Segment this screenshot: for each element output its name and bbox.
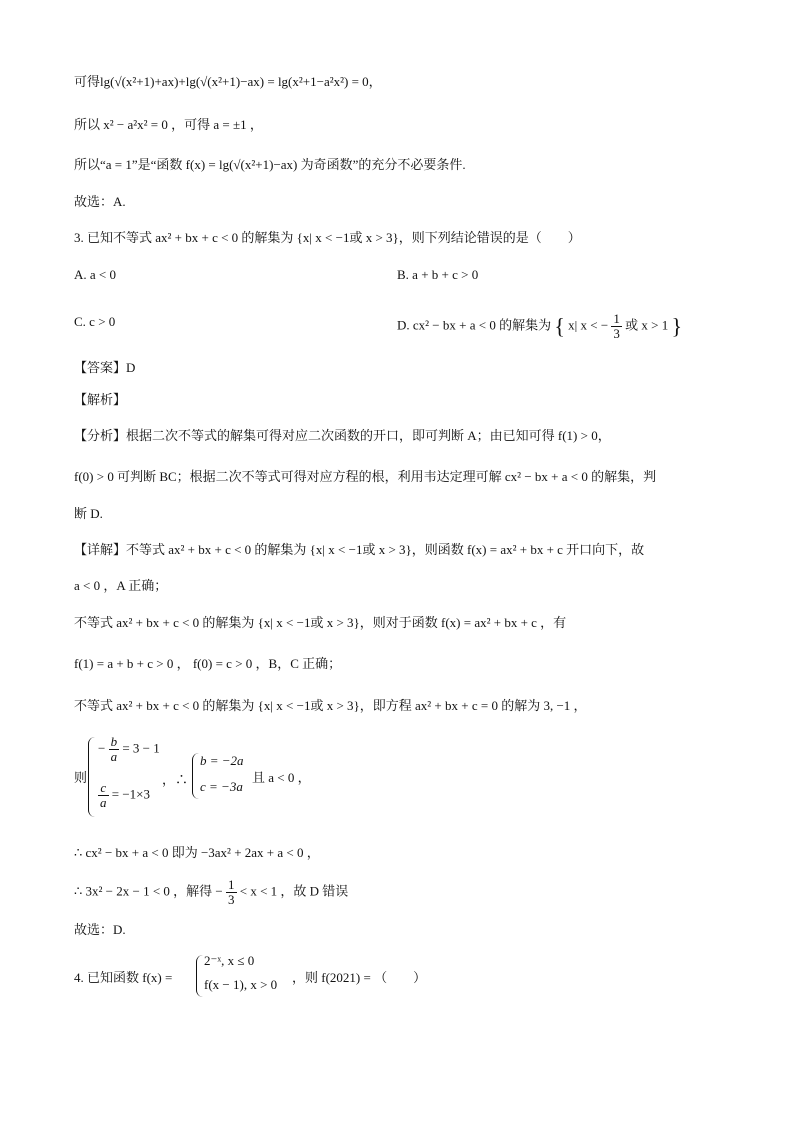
detail-line-5: 不等式 ax² + bx + c < 0 的解集为 {x| x < −1或 x > 3}，即方程 ax² + bx + c = 0 的解为 3, −1 ， <box>74 698 587 713</box>
option-a: A. a < 0 <box>74 267 116 282</box>
brace-left-2 <box>192 753 199 799</box>
system-1-top: − $\frac{b}{a}$ = 3 − 1 <box>98 734 160 764</box>
option-d-frac-den: 3 <box>613 326 620 341</box>
system-1-bottom: $\frac{c}{a}$ = −1×3 <box>100 780 150 810</box>
choice-line-a: 故选：A. <box>74 194 126 209</box>
system-2-top: b = −2a <box>200 753 244 768</box>
choice-line-d: 故选：D. <box>74 922 126 937</box>
therefore-symbol: ，∴ <box>162 772 189 787</box>
answer-label: 【答案】D <box>74 360 136 375</box>
detail-line-4: f(1) = a + b + c > 0 ， f(0) = c > 0 ，B，C 正确； <box>74 656 342 671</box>
piecewise-case-2: f(x − 1), x > 0 <box>204 977 278 992</box>
brace-left-1 <box>88 737 95 817</box>
equation-system-block <box>74 735 474 820</box>
analysis-line-3: 断 D. <box>74 506 103 521</box>
derivation-line-1: 可得lg(√(x²+1)+ax)+lg(√(x²+1)−ax) = lg(x²+1−a²x²) = 0， <box>74 74 382 89</box>
option-d-frac-num: 1 <box>613 311 620 326</box>
option-d-prefix: D. cx² − bx + a < 0 的解集为 <box>397 317 552 333</box>
and-condition: 且 a < 0 ， <box>252 770 311 785</box>
option-c: C. c > 0 <box>74 314 116 329</box>
piecewise-brace <box>196 955 203 997</box>
derivation-line-3: 所以“a = 1”是“函数 f(x) = lg(√(x²+1)−ax) 为奇函数”的充分不必要条件. <box>74 157 466 172</box>
option-d-set-pre: x| x < − <box>568 317 609 333</box>
detail-line-2: a < 0 ，A 正确； <box>74 578 168 593</box>
conclusion-line-1: ∴ cx² − bx + a < 0 即为 −3ax² + 2ax + a < 0 ， <box>74 845 320 860</box>
piecewise-case-1: 2⁻ˣ, x ≤ 0 <box>204 953 255 968</box>
system-2-bottom: c = −3a <box>200 779 243 794</box>
detail-line-1: 【详解】不等式 ax² + bx + c < 0 的解集为 {x| x < −1或 x > 3}，则函数 f(x) = ax² + bx + c 开口向下，故 <box>74 542 645 557</box>
question-4-suffix: ，则 f(2021) = （ ） <box>292 970 427 985</box>
option-d: D. cx² − bx + a < 0 的解集为 { x| x < − $\frac{1}{3}$ 或 x > 1 } <box>397 311 683 341</box>
derivation-line-2: 所以 x² − a²x² = 0 ，可得 a = ±1 ， <box>74 117 263 132</box>
conclusion-line-2: ∴ 3x² − 2x − 1 < 0 ，解得 − $\frac{1}{3}$ < x < 1 ，故 D 错误 <box>74 877 349 907</box>
question-4-prefix: 4. 已知函数 f(x) = <box>74 970 173 985</box>
option-d-set-post: 或 x > 1 <box>625 317 669 333</box>
analysis-line-2: f(0) > 0 可判断 BC；根据二次不等式可得对应方程的根，利用韦达定理可解 cx² − bx + a < 0 的解集，判 <box>74 469 657 484</box>
question-4-stem <box>74 953 574 999</box>
question-3-stem: 3. 已知不等式 ax² + bx + c < 0 的解集为 {x| x < −1或 x > 3}，则下列结论错误的是（ ） <box>74 230 581 245</box>
option-b: B. a + b + c > 0 <box>397 267 479 282</box>
analysis-line-1: 【分析】根据二次不等式的解集可得对应二次函数的开口，即可判断 A；由已知可得 f(1) > 0， <box>74 428 611 443</box>
detail-line-3: 不等式 ax² + bx + c < 0 的解集为 {x| x < −1或 x > 3}，则对于函数 f(x) = ax² + bx + c ，有 <box>74 615 567 630</box>
then-label: 则 <box>74 770 88 785</box>
analysis-heading: 【解析】 <box>74 392 127 407</box>
